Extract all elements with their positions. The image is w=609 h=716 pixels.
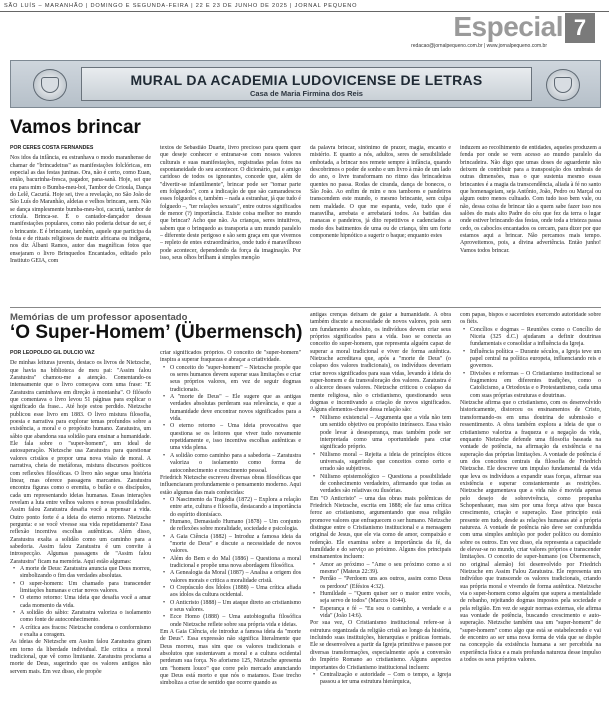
article2-title: ‘O Super-Homem’ (Übermensch) [10, 322, 303, 343]
list-item: • Centralização e autoridade – Com o tempo, a Igreja passou a ter uma estrutura hierárquica, [310, 672, 451, 687]
article2-byline: POR LEOPOLDO GIL DULCIO VAZ [10, 350, 95, 356]
list-item: • O Crepúsculo dos Ídolos (1888) – Uma crítica afiada aos ídolos da cultura ocidental. [160, 585, 301, 600]
article1-column-1 [10, 145, 151, 300]
article2-kicker: Memórias de um professor aposentado [10, 312, 188, 323]
article2-column-2 [160, 350, 301, 714]
article2-c4-text: Nietzsche afirma que o cristianismo, com os desenvolvido historicamente, distorceu os ensinamentos de Cristo, transformando-os em uma doutrina de submissão e ressentimento. A obra também explora a ideia de que o cristianismo valoriza a fraqueza e a negação da vida, enquanto Nietzsche defende uma filosofia baseada na vontade de potência, na afirmação da existência e na superação das próprias limitações. A vontade de potência é um dos conceitos centrais da filosofia de Friedrich Nietzsche. Ele descreve um impulso fundamental da vida que leva os indivíduos a expandir suas forças, afirmar sua existência e superar constantemente as restrições. Nietzsche argumentava que a vida não é movida apenas pelo desejo de sobrevivência, como propunha Schopenhauer, mas sim por uma força ativa que busca crescimento, criação e superação. Esse princípio está presente em tudo, desde as relações humanas até a própria natureza. A vontade de potência não deve ser confundida com uma simples ambição por poder político ou domínio sobre os outros. Em vez disso, ela representa a capacidade de elevar-se no mundo, criar valores próprios e transcender limitações. O conceito de super-humano (ou Übermensch, no original alemão) foi desenvolvido por Friedrich Nietzsche em Assim Falou Zaratustra. Ele representa um indivíduo que transcende os valores tradicionais, criando sua própria moral e vivendo de forma autêntica. Nietzsche via o super-homem como alguém que supera a mentalidade de rebanho, rejeitando dogmas impostos pela sociedade e pela religião. Em vez de seguir normas externas, ele afirma sua vontade de potência, buscando crescimento e auto-superação. Nietzsche também usa um "super-homem" de "super-homem" como algo que está se estabelecendo e vai de encontro ao ser uma nova forma de vida que se dispõe na concepção da existência humana a ser percebida na experiência física e a mais profunda natureza desse impulso a todos os seus próprios valores. [460, 400, 601, 664]
article2-c1-outro: As ideias de Nietzsche em Assim falou Zaratustra giram em torno da liberdade individual. Ele critica a moral tradicional, que vê como limitante. Zaratustra proclama a morte de Deus, sugerindo que os valores antigos não servem mais. Em vez disso, ele propõe [10, 639, 151, 675]
list-item: • A Gaia Ciência (1882) – Introduz a famosa ideia da "morte de Deus" e discute a necessidade de novos valores. [160, 534, 301, 556]
list-item: • Humildade – "Quem quiser ser o maior entre vocês, seja servo de todos" (Marcos 10:44). [310, 591, 451, 606]
list-item: • Ecce Homo (1888) – Uma autobiografia filosófica onde Nietzsche reflete sobre sua própria vida e ideias. [160, 614, 301, 629]
article2-c3-list-a [310, 415, 451, 496]
banner-subtitle: Casa de Maria Firmina dos Reis [250, 89, 363, 98]
list-item: • Niilismo moral – Rejeita a ideia de princípios éticos universais, sugerindo que conceitos como certo e errado são subjetivos. [310, 452, 451, 474]
article2-c3-list-b [310, 562, 451, 621]
list-item: • Niilismo epistemológico – Questiona a possibilidade de conhecimento verdadeiro, afirmando que todas as verdades são relativas ou ilusórias. [310, 474, 451, 496]
article2-c1-list [10, 566, 151, 639]
article2-c2-list-a [160, 365, 301, 475]
article1-title: Vamos brincar [10, 117, 141, 138]
list-item: • A solidão como caminho para a sabedoria – Zaratustra valoriza o isolamento como forma de autoconhecimento e crescimento pessoal. [160, 453, 301, 475]
list-item: • Amor ao próximo – "Ame o seu próximo como a si mesmo" (Mateus 22:39). [310, 562, 451, 577]
article1-column-4 [460, 145, 601, 300]
section-title: Especial [453, 11, 563, 42]
article1-text-2: textos de Sebastião Duarte, livro precioso para quem quer que deseje conhecer e entranar-se com nossos valores culturais e suas manifestações, registradas pelas fotos na espontaneidade do seu acontecer. O dicionário, pai e amigo caridoso de todos os ignorantes, concede que, além de "divertir-se infantilmente", brincar pode ser "tomar parte em folguedos", com a indicação de que são camaradescos esses folguedos e, também – nada a estranhar, já que tudo é folguedo –, "ter relações sexuais", entre outros significados de menor (?) importância. Existe coisa melhor no mundo que brincar? Acho que não. As crianças, seres intuitivos, sabem que o brinquedo as transporta a um mundo paralelo – diferente deste perigoso e são sem graça em que vivemos – repleto de entes extraordinários, onde tudo é maravilhoso pode acontecer, dependendo da força da imaginação. Por isso, seus olhos brilham à simples menção [160, 145, 301, 262]
section-divider [10, 307, 601, 308]
list-item: • Humano, Demasiado Humano (1878) – Um conjunto de reflexões sobre moralidade, sociedade e psicologia. [160, 519, 301, 534]
banner-title: MURAL DA ACADEMIA LUDOVICENSE DE LETRAS [130, 72, 483, 88]
article2-c3-intro: antigas crenças deixam de guiar a humanidade. A obra também discute a necessidade de novos valores, pois sem um fundamento absoluto, os indivíduos devem criar seus próprios significados para a vida. Isso se conecta ao conceito do super-homem, que representa alguém capaz de superar a moral tradicional e viver de forma autêntica. Nietzsche acreditava que, após a "morte de Deus" (o colapso dos valores tradicionais), os indivíduos deveriam criar novos significados para suas vidas, levando à ideia do super-homem e da transvaloração dos valores. Zaratustra é o alicerce desses valores. Nietzsche criticou o colapso da mente religiosa, não o cristianismo, questionando seus dogmas e incentivando a criação de novos significados. Alguns elementos-chave dessa relação são: [310, 312, 451, 414]
list-item: • O Nascimento da Tragédia (1872) – Explora a relação entre arte, cultura e filosofia, destacando a importância do espírito dionisíaco. [160, 497, 301, 519]
article2-c3-list-c [310, 672, 451, 687]
list-item: • O super-homem: Um chamado para transcender limitações humanas e criar novos valores. [10, 581, 151, 596]
article2-c2-outro: Em A Gaia Ciência, ele introduz a famosa ideia da "morte de Deus". Essa expressão não significa literalmente que Deus morreu, mas sim que os valores tradicionais e absolutos que sustentavam a moral e a cultura ocidental perderam sua força. No aforismo 125, Nietzsche apresenta um "homem louco" que corre pelo mercado anunciando que Deus está morto e que nós o matamos. Esse trecho simboliza a crise de sentido que ocorre quando as [160, 629, 301, 687]
page-number: 7 [565, 13, 595, 43]
article2-c3-outro: Por sua vez, O Cristianismo institucional refere-se à estrutura organizada da religião cristã ao longo da história, incluindo suas instituições, hierarquias e práticas formais. Ele se desenvolveu a partir da Igreja primitiva e passou por diversas transformações, especialmente após a conversão do Império Romano ao cristianismo. Alguns aspectos importantes do Cristianismo institucional incluem: [310, 620, 451, 671]
list-item: • A solidão do sábio: Zaratustra valoriza o isolamento como fonte de autoconhecimento. [10, 610, 151, 625]
list-item: • O eterno retorno: Uma ideia que desafia você a amar cada momento da vida. [10, 595, 151, 610]
article2-c3-mid: Em "O Anticristo" – uma das obras mais polêmicas de Friedrich Nietzsche, escrita em 1888; ele faz uma crítica feroz ao cristianismo, argumentando que essa religião promove valores que enfraquecem o ser humano. Nietzsche distingue entre o Cristianismo institucional e a mensagem original de Jesus, que ele via como de amor, compaixão e redenção. Ele examina sobre a importância da fé, da humildade e do serviço ao próximo. Alguns dos principais ensinamentos incluem: [310, 495, 451, 561]
list-item: • A Genealogia da Moral (1887) – Analisa a origem dos valores morais e critica a moralidade cristã. [160, 570, 301, 585]
article1-byline: POR CERES COSTA FERNANDES [10, 145, 94, 151]
list-item: • Divisões e reformas – O Cristianismo institucional se fragmentou em diferentes tradições, como o Catolicismo, a Ortodoxia e o Protestantismo, cada uma com suas próprias estruturas e doutrinas. [460, 371, 601, 400]
article2-column-4 [460, 312, 601, 714]
list-item: • Concílios e dogmas – Reuniões como o Concílio de Niceia (325 d.C.) ajudaram a definir doutrinas fundamentais e consolidar a influência da Igreja. [460, 327, 601, 349]
article2-c2-intro: criar significados próprios. O conceito de "super-homem" inspira a superar fraquezas e abraçar a criatividade. [160, 350, 301, 364]
list-item: • O eterno retorno – Uma ideia provocativa que questiona se os leitores que viver tudo novamente repetidamente e, isso incentiva escolhas autênticas e uma vida plena. [160, 423, 301, 452]
list-item: • A crítica aos fracos: Nietzsche condena o conformismo e exalta a coragem. [10, 625, 151, 640]
article1-text-1: Nos idos da infância, eu estranhava o modo maranhense de chamar de "brincadeiras" as manifestações folclóricas, em especial as das festas juninas. Ora, não é certo, como Euan, então, bacurinha-fresca, pagador, pana-sanã. Hoje, sei que era para mim o Bumba-meu-boi, Tambor de Crioula, Dança do Lelê, Cacuriá. Hoje sei, tive a revelação, no São João de São Luís do Maranhão, aldeias e velhos brincam, sem. Não se dança simplesmente bumba-meu-boi, cacuriá, tambor de crioula. Brinca-se. É o cantador-dançador dessas manifestações populares, como não poderia deixar de ser, é o brincante. E é brincante, também, aquele que participa da festa e de rituais religiosos de matriz africana ou indígena, nos diz Álbani Ramos, autor das magníficas fotos que ensejaram o livro Brinquedos Encantados, editado pelo Instituto GEIA, com [10, 155, 151, 265]
list-item: • A "morte de Deus" – Ele sugere que as antigas verdades absolutas perderam sua relevância, e que a humanidade deve encontrar novos significados para a vida. [160, 394, 301, 423]
article2-c4-list [460, 327, 601, 400]
banner-plaque [81, 67, 532, 101]
article1-column-3 [310, 145, 451, 300]
list-item: • A morte de Deus: Zaratustra anuncia que Deus morreu, simbolizando o fim das verdades absolutas. [10, 566, 151, 581]
article2-column-1 [10, 350, 151, 714]
list-item: • Perdão – "Perdoem uns aos outros, assim como Deus os perdoou" (Efésios 4:32). [310, 576, 451, 591]
article1-column-2 [160, 145, 301, 300]
academy-seal-icon [546, 69, 580, 101]
list-item: • Niilismo existencial – Argumenta que a vida não tem um sentido objetivo ou propósito intrínseco. Essa visão pode levar à desesperança, mas também pode ser interpretada como uma oportunidade para criar significado próprio. [310, 415, 451, 452]
masthead-topline: SÃO LUÍS – MARANHÃO | DOMINGO E SEGUNDA-FEIRA | 22 E 23 DE JUNHO DE 2025 | JORNAL PEQUENO [0, 0, 609, 12]
list-item: • O conceito do "super-homem" – Nietzsche propõe que os seres humanos devem superar suas limitações e criar seus próprios valores, em vez de seguir dogmas tradicionais. [160, 365, 301, 394]
contact-line: redacao@jornalpequeno.com.br | www.jornalpequeno.com.br [411, 43, 547, 49]
article1-text-3: da palavra brincar, sinônimo de prazer, magia, encanto e mistério. E quanto a nós, adultos, seres de sensibilidade embotada, a brincar nos remete sempre à infância, quando descobrimos o poder de sonho e um livro à mão de um lado do ano, o livre transformam no ritmo das brincadeiras quentes no passa. Rodas de ciranda, dança de bonecos, o São João. Ao enfim de mim e nos tambores e pandeiros transcendem este mundo, o mesmo brincante, sem culpa nem maldade. O que me espanta, vede, tudo que é maravilha, arrebata e arrebatará todos. As batidas das manacas e pandeiros, já dito repetitivos e cadenciados a modo dos batimentos de uma ou de criança, têm um forte componente hipnótico a sugerir o baque; enquanto estes [310, 145, 451, 240]
article1-text-4: induzem ao recolhimento de entidades, aqueles produzem a fenda por onde se vem acesso ao mundo paralelo da brincadeira. Não digo que umas doses de aguardente não deixem de contribuir para a transposição dos umbrais de outras dimensões, mas o que sustenta mesmo essas brincantes é a magia da transcendência, aliada à fé no santo que homenageiam, seja Antônio, João, Pedro ou Marçal ou algum outro menos cultuado. Com tudo isso bem vale, ou não, dessa coisa de brincar tão a quem sabe fazer isso nos salões do mais alto Padre do céu que fez da terra o lugar onde estiver brincando das festas, onde toda a tristeza passa cedo, os caboclos encantados os cercam, para dizer por que estamos aqui a brincar. Não percamos mais tempo. Aproveitemos, pois, a divina advertência. Então junho! Vamos todos brincar. [460, 145, 601, 254]
article2-column-3 [310, 312, 451, 714]
academy-banner [10, 60, 601, 108]
list-item: • O Anticristo (1888) – Um ataque direto ao cristianismo e seus valores. [160, 600, 301, 615]
list-item: • Além do Bem e do Mal (1886) – Questiona a moral tradicional e propõe uma nova abordagem filosófica. [160, 556, 301, 571]
article2-c2-mid: Friedrich Nietzsche escreveu diversas obras filosóficas que influenciaram profundamente o pensamento moderno. Aqui estão algumas das mais conhecidas: [160, 474, 301, 496]
list-item: • Esperança e fé – "Eu sou o caminho, a verdade e a vida" (João 14:6). [310, 606, 451, 621]
article2-c1-intro: De minhas leituras juvenis, destaco os livros de Nietzsche, que havia na biblioteca de meu pai: "Assim falou Zaratustra" chamou-me a atenção. Comentando-os intensamente que o livro começava com uma frase: "E Zaratustra caminhava em direção à montanha". O filósofo que comentava o livro levou 51 páginas para explicar o significado da frase... Até hoje estou perdido. Nietzsche publicou esse livro em 1883. O livro mistura filosofia, poesia e narrativa para explorar temas profundos sobre a existência, a moral e o propósito humano. Zaratustra, um sábio que abandona sua solidão para ensinar a humanidade. Ele fala sobre o "super-homem", um ideal de autosuperação. Nietzsche usa Zaratustra para questionar valores cristãos e propor uma nova visão de moral. A narrativa, cheia de metáforas, mistura discursos poéticos com reflexões filosóficas. O livro não segue uma história linear, mas oferece passagens marcantes. Zaratustra encontra figuras como o eremita, o bufão e os discípulos, cada um representando ideias humanas. Essas interações revelam a luta entre velhos valores e novas possibilidades. Assim falou Zaratustra desafia você a repensar a vida. Outro ponto forte é a ideia do eterno retorno. Nietzsche pergunta: e se você vivesse sua vida repetidamente? Essa reflexão incentiva escolhas autênticas. Além disso, Zaratustra exalta a solidão como um caminho para a sabedoria. Assim falou Zaratustra é um convite à introspecção. Algumas passagens de "Assim falou Zaratustra" ficam na memória. Aqui estão algumas: [10, 360, 151, 565]
article2-c2-list-b [160, 497, 301, 629]
list-item: • Influência política – Durante séculos, a Igreja teve um papel central na política europeia, influenciando reis e governos. [460, 349, 601, 371]
article2-c4-intro: com papas, bispos e sacerdotes exercendo autoridade sobre os fiéis. [460, 312, 601, 326]
academy-crest-icon [33, 69, 67, 101]
